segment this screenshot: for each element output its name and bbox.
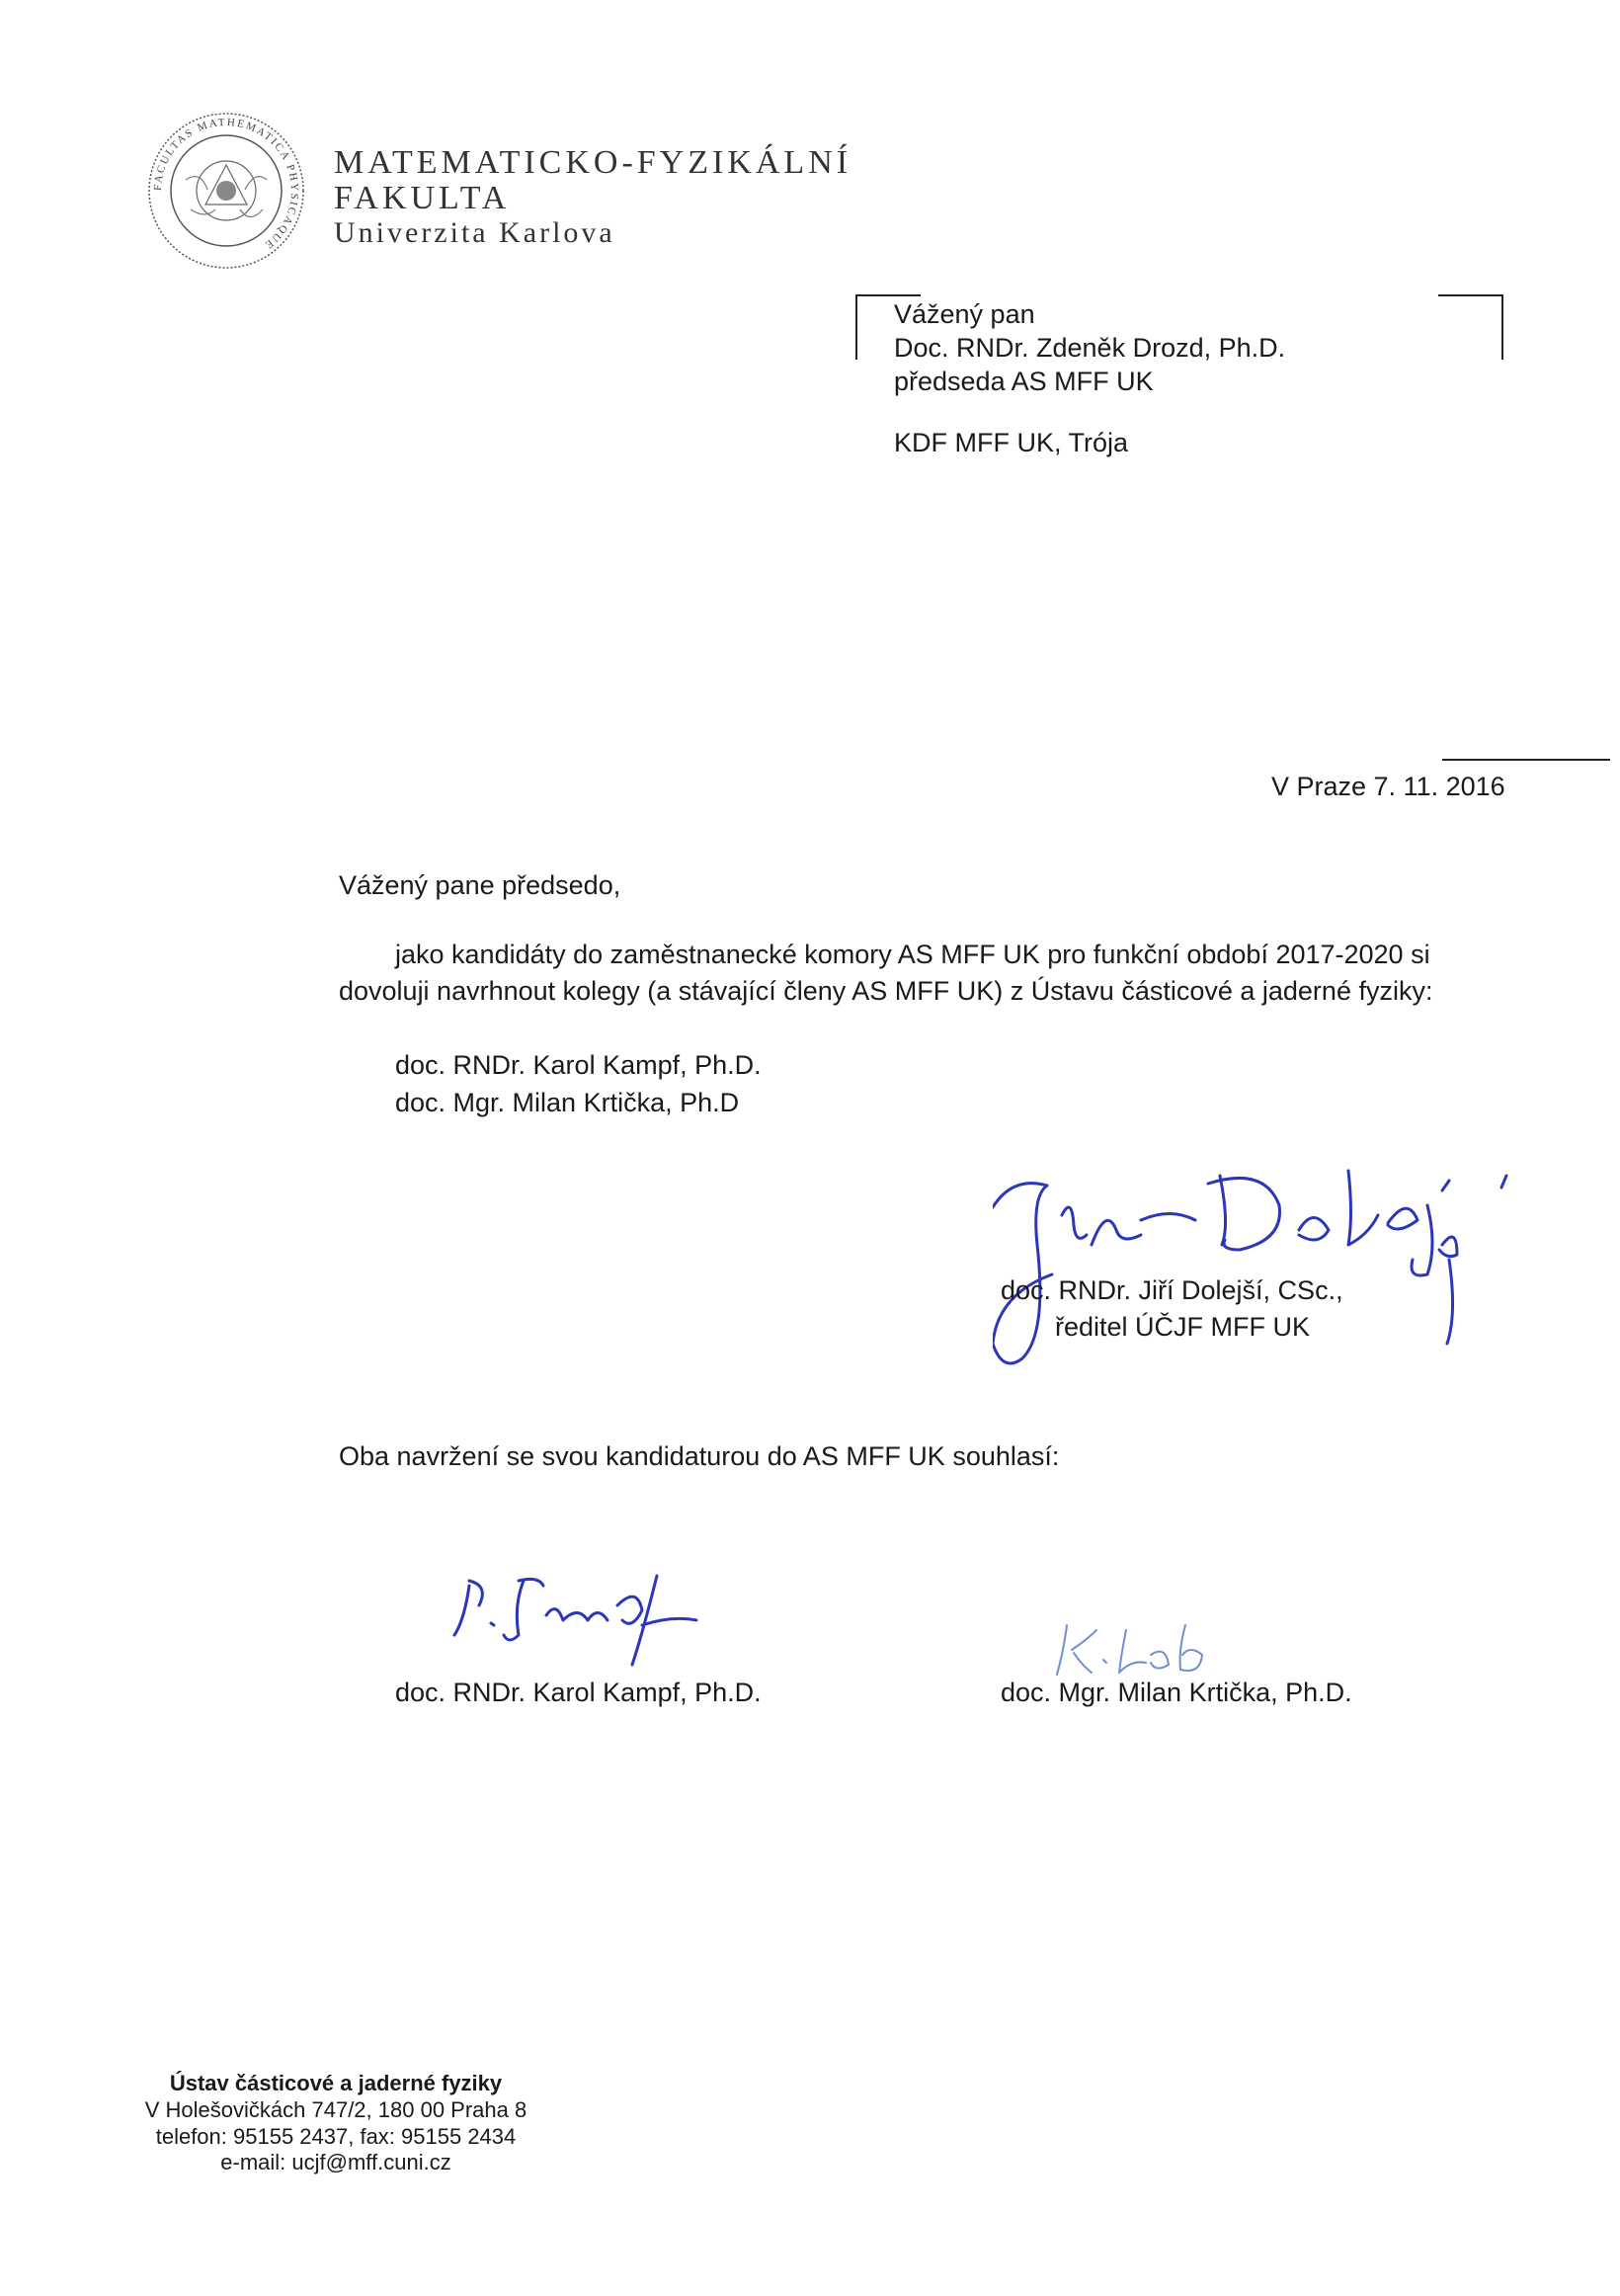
- signatory-role: ředitel ÚČJF MFF UK: [1055, 1312, 1311, 1342]
- signatory-name: doc. RNDr. Jiří Dolejší, CSc.,: [1001, 1275, 1343, 1305]
- candidate-1: doc. RNDr. Karol Kampf, Ph.D.: [395, 1050, 762, 1080]
- consent-text: Oba navržení se svou kandidaturou do AS MFF UK souhlasí:: [339, 1441, 1060, 1471]
- faculty-seal-logo: [146, 111, 306, 271]
- greeting: Vážený pane předsedo,: [339, 870, 621, 900]
- date-line: V Praze 7. 11. 2016: [1271, 772, 1505, 801]
- faculty-name-line1: MATEMATICKO-FYZIKÁLNÍ: [334, 144, 852, 181]
- recipient-name: Doc. RNDr. Zdeněk Drozd, Ph.D.: [894, 333, 1286, 363]
- body-line-1: jako kandidáty do zaměstnanecké komory AS MFF UK pro funkční období 2017-2020 si: [395, 940, 1430, 969]
- kampf-signature: [449, 1566, 706, 1675]
- recipient-position: předseda AS MFF UK: [894, 367, 1154, 396]
- recipient-block: [894, 298, 1285, 460]
- faculty-name-line2: FAKULTA: [334, 180, 511, 216]
- address-window-corner-right: [1438, 294, 1503, 360]
- recipient-salutation: Vážený pan: [894, 299, 1035, 329]
- footer-phone: telefon: 95155 2437, fax: 95155 2434: [155, 2123, 517, 2149]
- candidate-2: doc. Mgr. Milan Krtička, Ph.D: [395, 1088, 740, 1117]
- footer-email: e-mail: ucjf@mff.cuni.cz: [220, 2150, 451, 2175]
- body-line-2: dovoluji navrhnout kolegy (a stávající členy AS MFF UK) z Ústavu částicové a jaderné fyziky:: [339, 976, 1433, 1006]
- svg-text:FACULTAS MATHEMATICA PHYSICAQU: FACULTAS MATHEMATICA PHYSICAQUE: [151, 116, 301, 252]
- krticka-signature: [1052, 1615, 1240, 1684]
- kampf-name: doc. RNDr. Karol Kampf, Ph.D.: [395, 1678, 762, 1707]
- footer-street: V Holešovičkách 747/2, 180 00 Praha 8: [144, 2096, 527, 2122]
- recipient-address: KDF MFF UK, Trója: [894, 428, 1129, 457]
- date-divider: [1442, 759, 1610, 761]
- university-name: Univerzita Karlova: [334, 216, 615, 249]
- footer-address: [99, 2071, 573, 2176]
- footer-institute: Ústav částicové a jaderné fyziky: [169, 2071, 503, 2095]
- krticka-name: doc. Mgr. Milan Krtička, Ph.D.: [1001, 1678, 1352, 1707]
